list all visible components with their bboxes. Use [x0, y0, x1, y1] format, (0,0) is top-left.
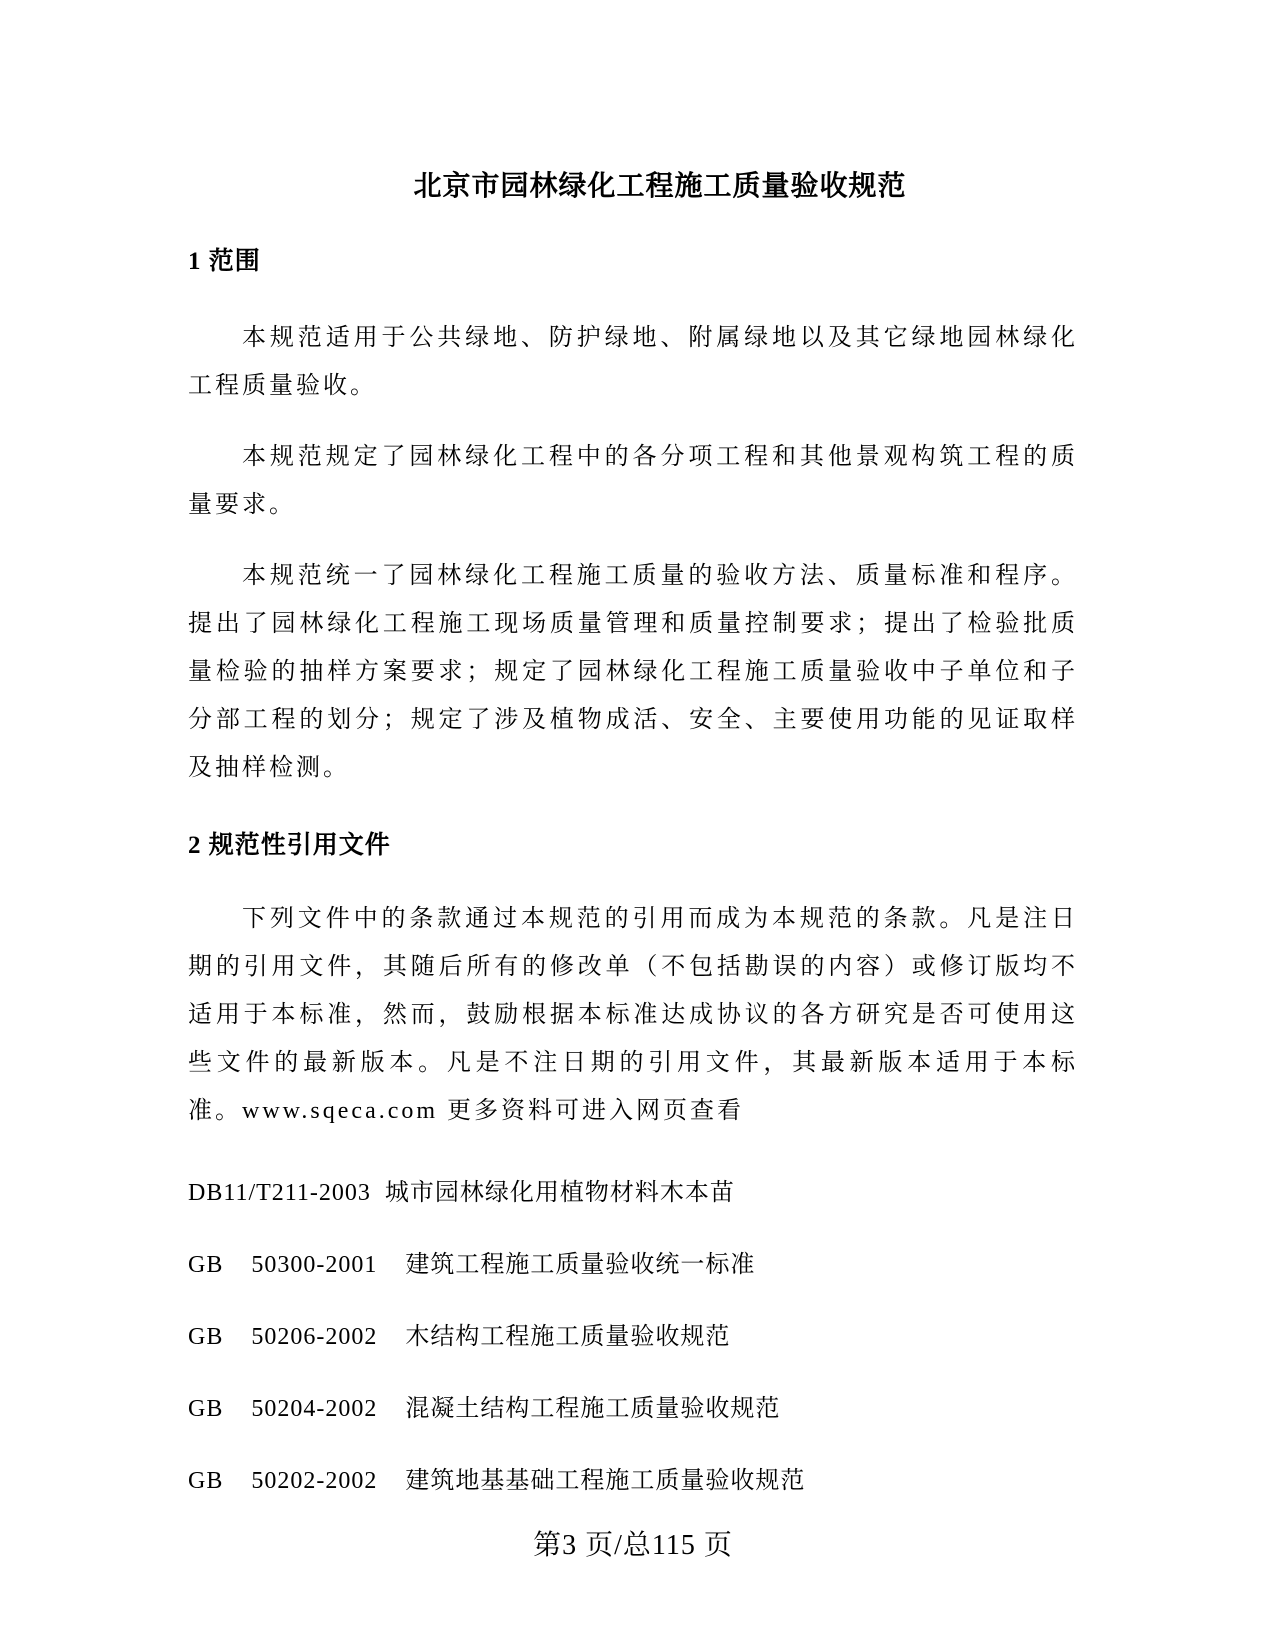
- document-content: [188, 0, 1078, 1568]
- reference-item: GB 50206-2002 木结构工程施工质量验收规范: [188, 1324, 731, 1350]
- reference-item: GB 50300-2001 建筑工程施工质量验收统一标准: [188, 1252, 756, 1278]
- scope-paragraph-3: 本规范统一了园林绿化工程施工质量的验收方法、质量标准和程序。提出了园林绿化工程施工现场质量管理和质量控制要求；提出了检验批质量检验的抽样方案要求；规定了园林绿化工程施工质量验收中子单位和子分部工程的划分；规定了涉及植物成活、安全、主要使用功能的见证取样及抽样检测。: [188, 563, 1078, 781]
- scope-paragraph-2: 本规范规定了园林绿化工程中的各分项工程和其他景观构筑工程的质量要求。: [188, 444, 1078, 518]
- page-number: 第3 页/总115 页: [533, 1530, 733, 1561]
- reference-item: GB 50202-2002 建筑地基基础工程施工质量验收规范: [188, 1468, 806, 1494]
- reference-item: DB11/T211-2003 城市园林绿化用植物材料木本苗: [188, 1180, 735, 1206]
- scope-paragraph-1: 本规范适用于公共绿地、防护绿地、附属绿地以及其它绿地园林绿化工程质量验收。: [188, 325, 1078, 399]
- section-heading-scope: 1 范围: [188, 248, 261, 275]
- reference-item: GB 50204-2002 混凝土结构工程施工质量验收规范: [188, 1396, 781, 1422]
- document-title: 北京市园林绿化工程施工质量验收规范: [413, 171, 907, 202]
- references-intro-paragraph: 下列文件中的条款通过本规范的引用而成为本规范的条款。凡是注日期的引用文件，其随后所有的修改单（不包括勘误的内容）或修订版均不适用于本标准，然而，鼓励根据本标准达成协议的各方研究是否可使用这些文件的最新版本。凡是不注日期的引用文件，其最新版本适用于本标准。www.sqeca.com 更多资料可进入网页查看: [188, 906, 1078, 1124]
- section-heading-references: 2 规范性引用文件: [188, 832, 391, 859]
